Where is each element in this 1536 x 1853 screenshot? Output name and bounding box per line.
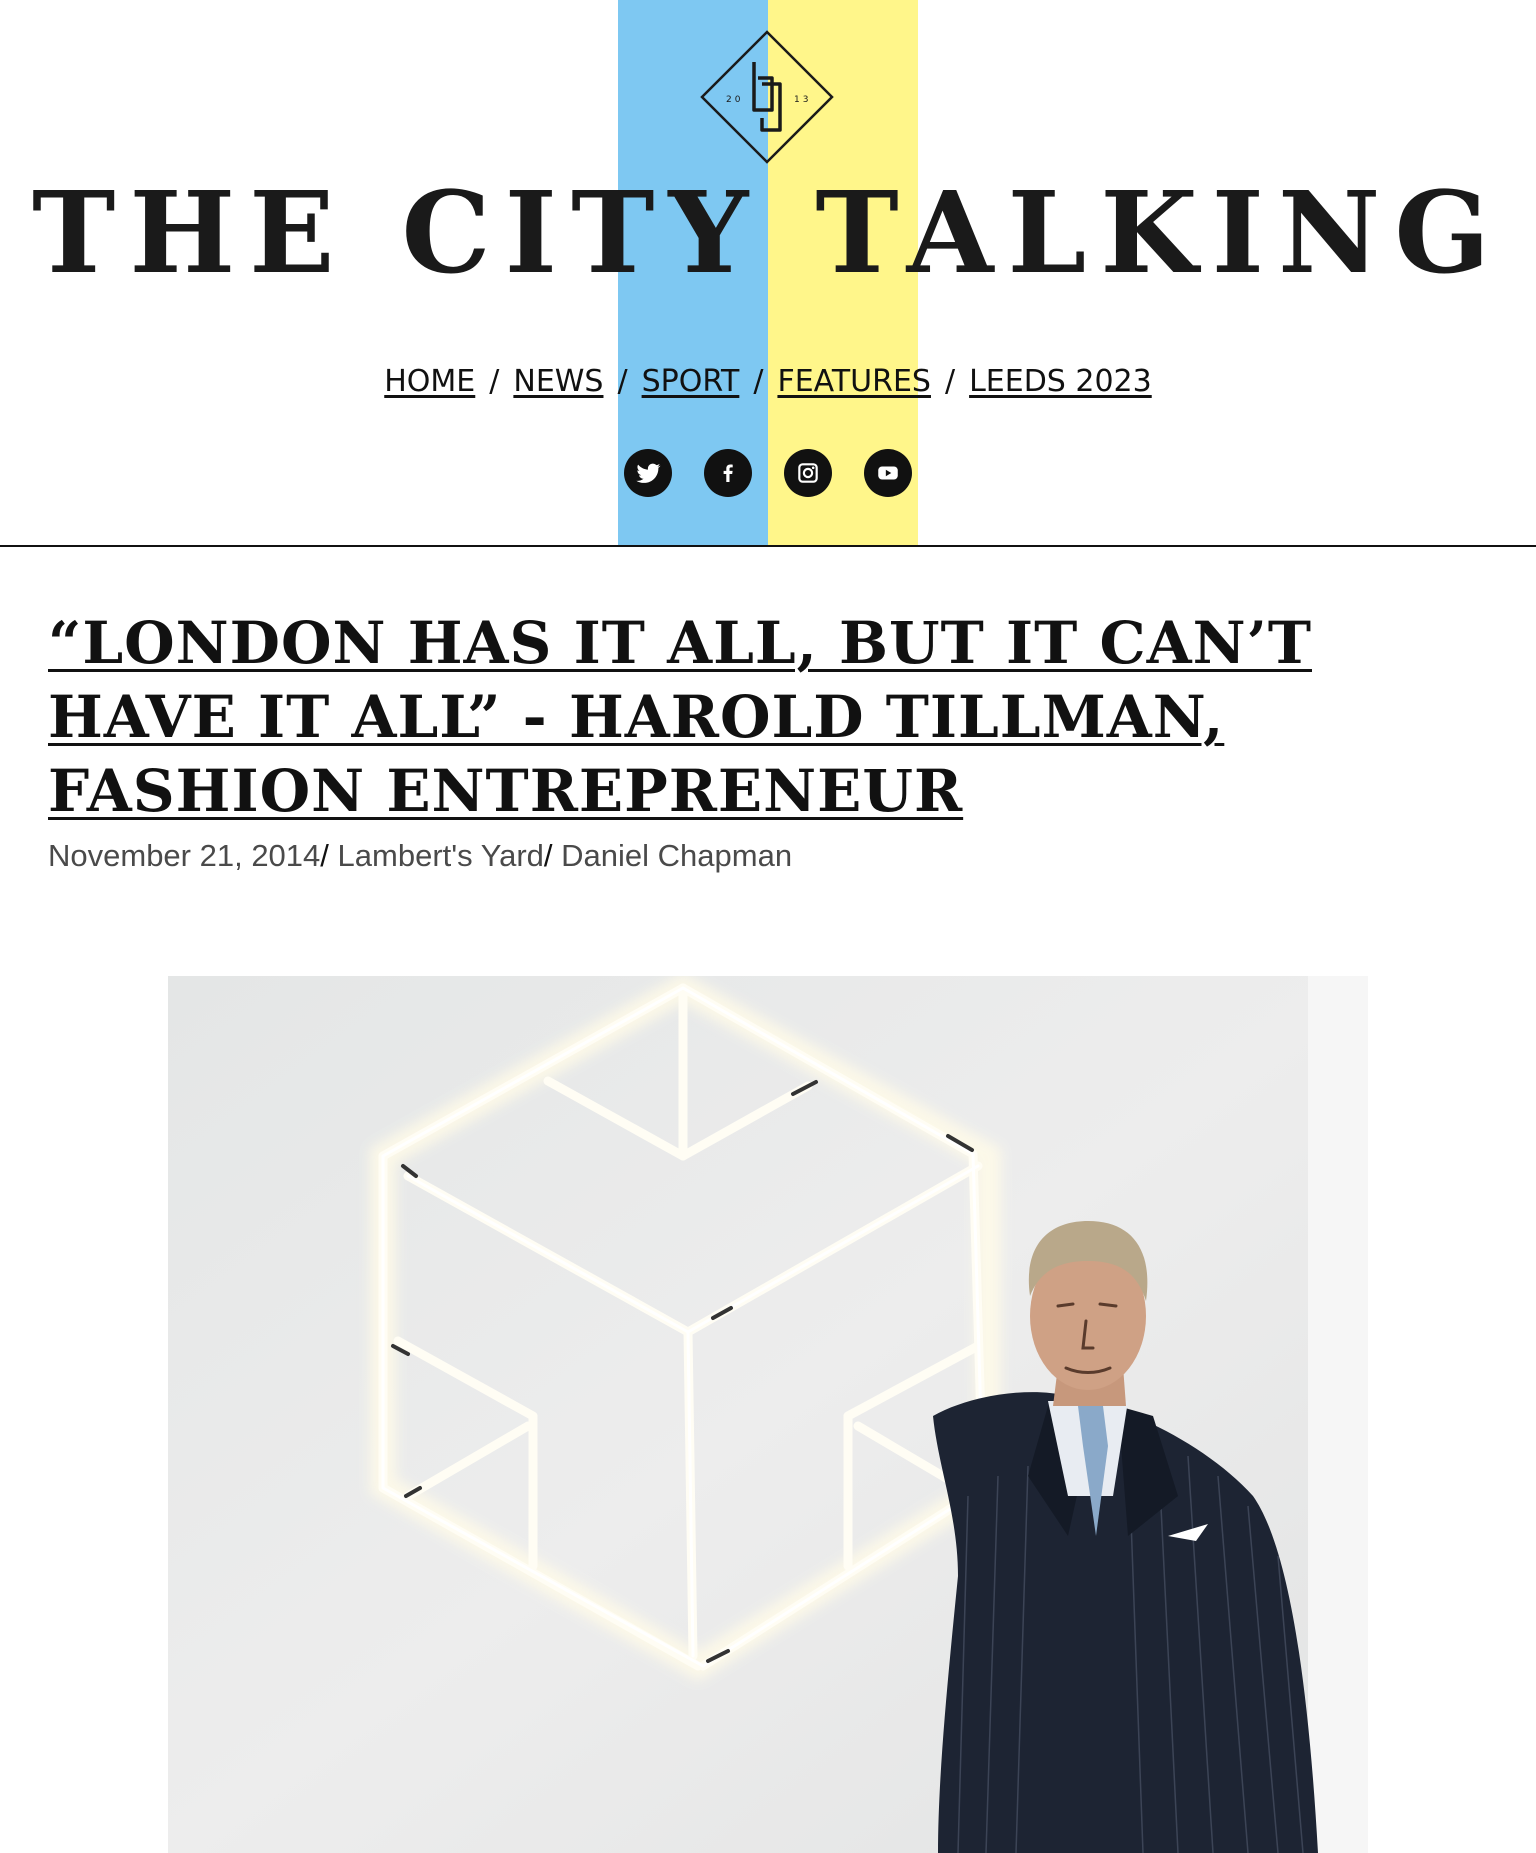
nav-separator: / (944, 364, 956, 399)
article-title-link[interactable]: “LONDON HAS IT ALL, BUT IT CAN’T HAVE IT ALL” - HAROLD TILLMAN, FASHION ENTREPRENEUR (48, 609, 1312, 825)
main-nav (0, 362, 1536, 402)
article-meta (48, 836, 792, 876)
youtube-icon[interactable] (864, 449, 912, 497)
article-category[interactable]: Lambert's Yard (337, 838, 544, 873)
site-header (0, 0, 1536, 546)
nav-item-features[interactable]: FEATURES (777, 364, 931, 399)
logo-diamond-icon (700, 30, 834, 164)
svg-text:20: 20 (726, 95, 744, 105)
header-divider (0, 545, 1536, 547)
article-title (48, 606, 1408, 828)
instagram-icon[interactable] (784, 449, 832, 497)
nav-item-news[interactable]: NEWS (513, 364, 604, 399)
nav-separator: / (489, 364, 500, 399)
nav-separator: / (617, 364, 628, 399)
twitter-icon[interactable] (624, 449, 672, 497)
nav-item-leeds-2023[interactable]: LEEDS 2023 (969, 364, 1152, 399)
nav-item-sport[interactable]: SPORT (641, 364, 740, 399)
nav-separator: / (753, 364, 764, 399)
nav-item-home[interactable]: HOME (384, 364, 476, 399)
social-links (0, 449, 1536, 497)
svg-text:13: 13 (794, 95, 812, 105)
site-logo[interactable] (700, 30, 834, 164)
article-date: November 21, 2014 (48, 838, 321, 873)
facebook-icon[interactable] (704, 449, 752, 497)
featured-image (168, 976, 1368, 1853)
site-title[interactable]: THE CITY TALKING (32, 168, 1504, 299)
article-author[interactable]: Daniel Chapman (561, 838, 793, 873)
portrait-photo (168, 976, 1368, 1853)
meta-separator: / (543, 838, 553, 873)
meta-separator: / (320, 838, 329, 873)
